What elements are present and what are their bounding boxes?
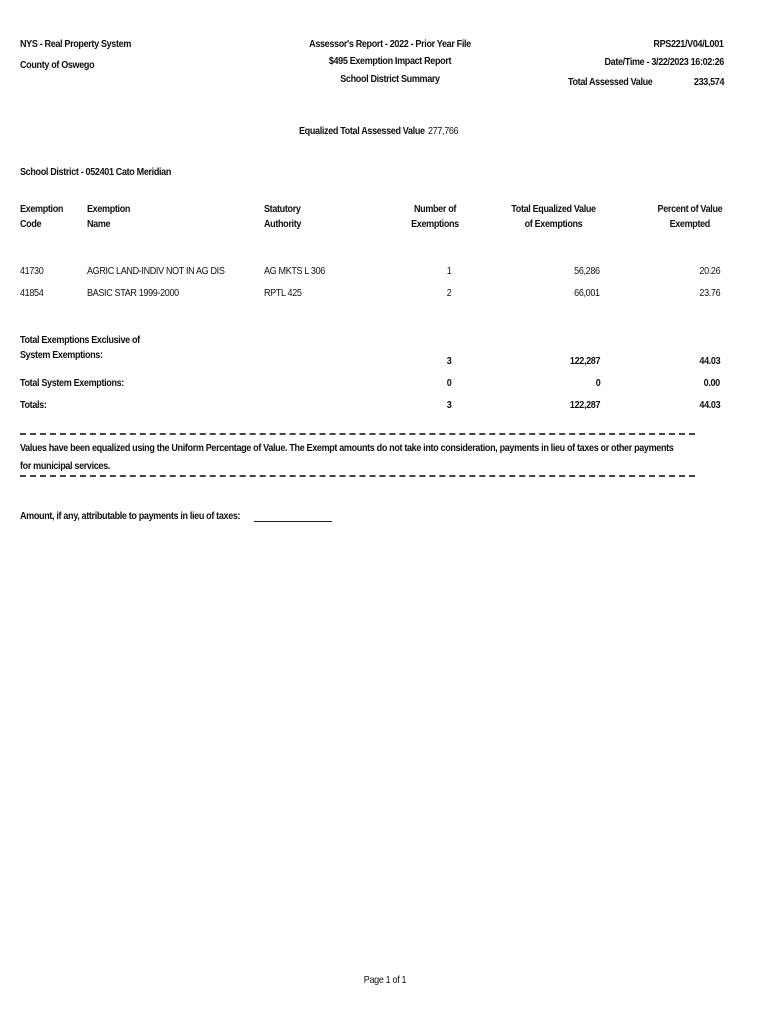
system-percent: 0.00 bbox=[703, 377, 720, 389]
system-name: NYS - Real Property System bbox=[20, 38, 132, 50]
equalized-label: Equalized Total Assessed Value bbox=[299, 125, 425, 137]
row-count: 2 bbox=[446, 287, 451, 299]
exclusive-count: 3 bbox=[446, 355, 451, 367]
equalization-note-line-1: Values have been equalized using the Uniform Percentage of Value. The Exempt amounts do not take into consideration, payments in lieu of taxes or other payments bbox=[20, 442, 674, 454]
page-number: Page 1 of 1 bbox=[363, 974, 407, 986]
report-subtitle: $495 Exemption Impact Report bbox=[328, 55, 452, 67]
totals-percent: 44.03 bbox=[699, 399, 720, 411]
col-code-header-2: Code bbox=[20, 218, 42, 230]
report-section: School District Summary bbox=[340, 73, 440, 85]
system-value: 0 bbox=[595, 377, 600, 389]
col-authority-header-2: Authority bbox=[264, 218, 302, 230]
report-title: Assessor's Report - 2022 - Prior Year File bbox=[309, 38, 471, 50]
system-exemptions-label: Total System Exemptions: bbox=[20, 377, 124, 389]
row-name: AGRIC LAND-INDIV NOT IN AG DIS bbox=[87, 265, 225, 277]
col-count-header-1: Number of bbox=[413, 203, 457, 215]
row-percent: 23.76 bbox=[699, 287, 720, 299]
report-code: RPS221/V04/L001 bbox=[653, 38, 724, 50]
row-percent: 20.26 bbox=[699, 265, 720, 277]
county-name: County of Oswego bbox=[20, 59, 95, 71]
totals-value: 122,287 bbox=[569, 399, 600, 411]
col-name-header-2: Name bbox=[87, 218, 111, 230]
row-code: 41730 bbox=[20, 265, 44, 277]
divider-top bbox=[20, 433, 695, 435]
totals-label: Totals: bbox=[20, 399, 47, 411]
row-value: 66,001 bbox=[574, 287, 600, 299]
col-name-header-1: Exemption bbox=[87, 203, 131, 215]
exclusive-percent: 44.03 bbox=[699, 355, 720, 367]
col-authority-header-1: Statutory bbox=[264, 203, 301, 215]
exclusive-label-1: Total Exemptions Exclusive of bbox=[20, 334, 140, 346]
equalization-note-line-2: for municipal services. bbox=[20, 460, 110, 472]
equalized-value: 277,766 bbox=[428, 125, 459, 137]
col-percent-header-2: Exempted bbox=[669, 218, 710, 230]
exclusive-label-2: System Exemptions: bbox=[20, 349, 103, 361]
totals-count: 3 bbox=[446, 399, 451, 411]
row-value: 56,286 bbox=[574, 265, 600, 277]
system-count: 0 bbox=[446, 377, 451, 389]
total-assessed-value: 233,574 bbox=[693, 76, 724, 88]
divider-bottom bbox=[20, 475, 695, 477]
pilot-label: Amount, if any, attributable to payments in lieu of taxes: bbox=[20, 510, 241, 522]
exclusive-value: 122,287 bbox=[569, 355, 600, 367]
report-datetime: Date/Time - 3/22/2023 16:02:26 bbox=[604, 56, 724, 68]
col-count-header-2: Exemptions bbox=[411, 218, 459, 230]
col-value-header-2: of Exemptions bbox=[524, 218, 583, 230]
col-value-header-1: Total Equalized Value bbox=[511, 203, 596, 215]
row-authority: AG MKTS L 306 bbox=[264, 265, 325, 277]
row-code: 41854 bbox=[20, 287, 44, 299]
col-percent-header-1: Percent of Value bbox=[657, 203, 722, 215]
col-code-header-1: Exemption bbox=[20, 203, 64, 215]
row-authority: RPTL 425 bbox=[264, 287, 302, 299]
school-district-title: School District - 052401 Cato Meridian bbox=[20, 166, 172, 178]
row-count: 1 bbox=[446, 265, 451, 277]
row-name: BASIC STAR 1999-2000 bbox=[87, 287, 179, 299]
pilot-amount-blank bbox=[254, 521, 332, 522]
total-assessed-label: Total Assessed Value bbox=[568, 76, 653, 88]
